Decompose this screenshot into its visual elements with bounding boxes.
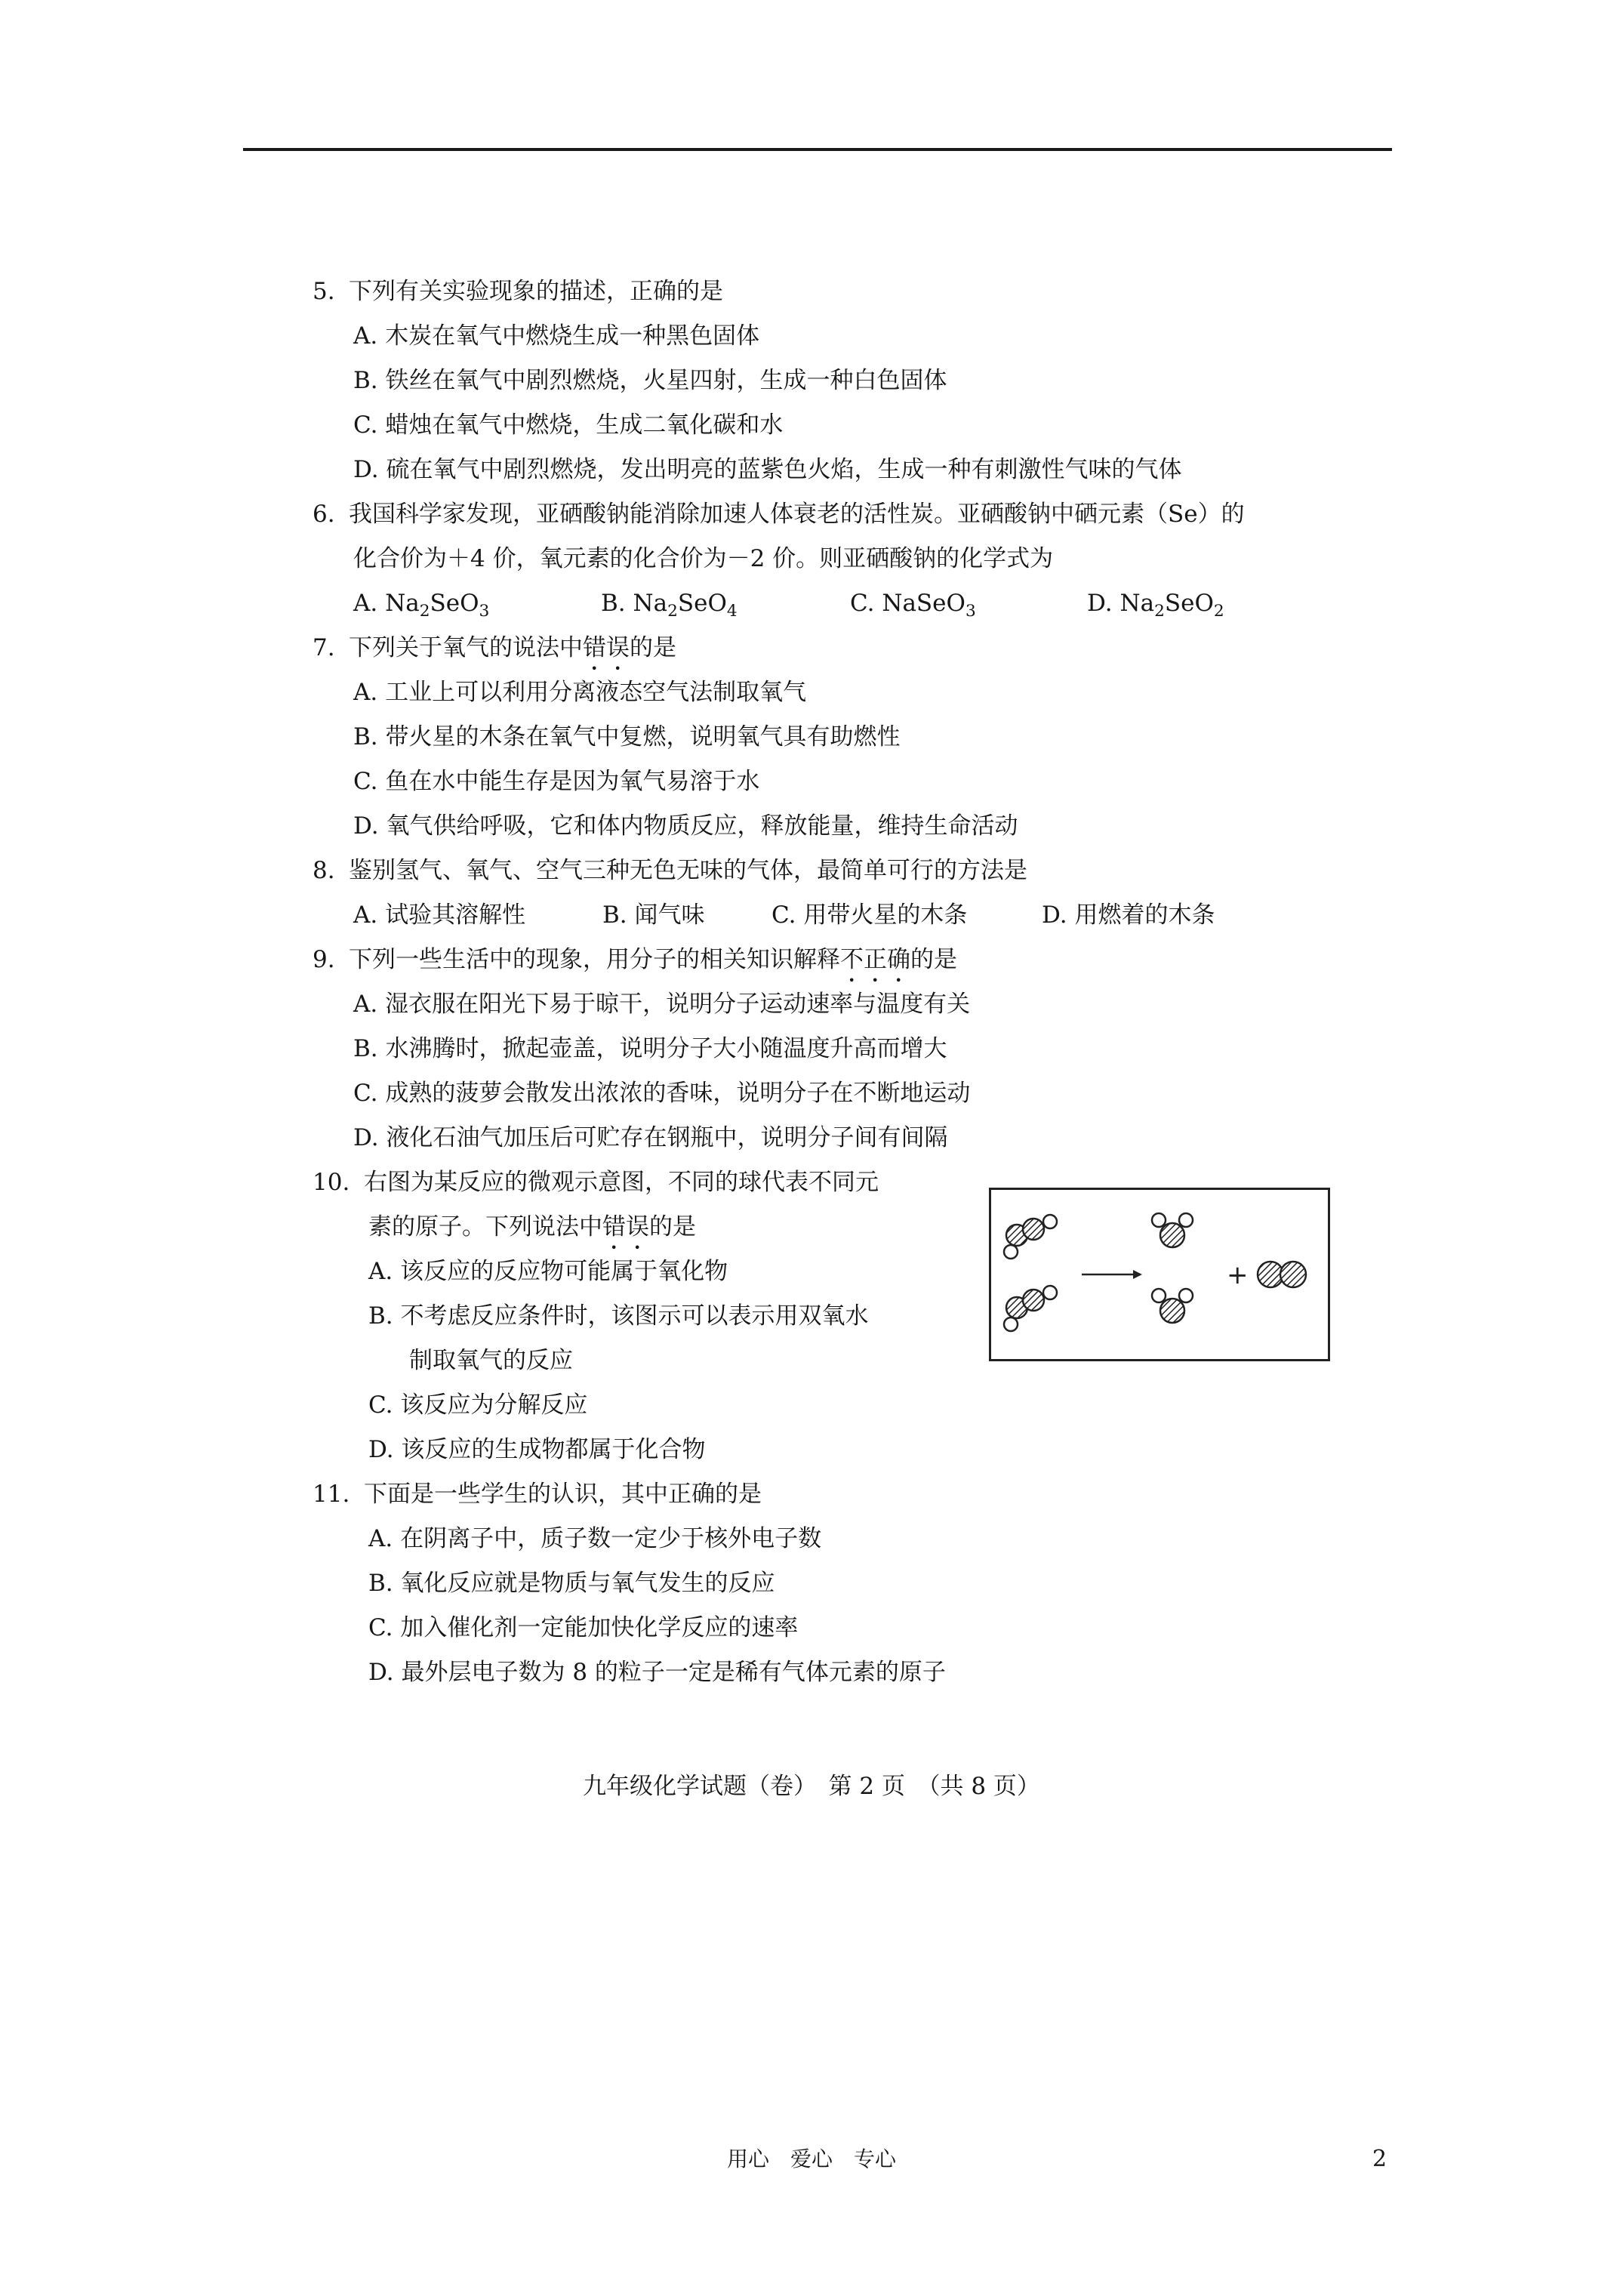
- product-molecule-2: [1152, 1289, 1193, 1323]
- reactant-molecule-2: [1004, 1286, 1057, 1331]
- question-9-option-b: B. 水沸腾时，掀起壶盖，说明分子大小随温度升高而增大: [353, 1035, 947, 1062]
- question-5-option-c: C. 蜡烛在氧气中燃烧，生成二氧化碳和水: [353, 411, 784, 439]
- question-11-option-c: C. 加入催化剂一定能加快化学反应的速率: [368, 1614, 799, 1641]
- reaction-diagram: [989, 1188, 1330, 1361]
- question-7-stem: 7. 下列关于氧气的说法中错误的是: [313, 634, 676, 661]
- question-7-option-d: D. 氧气供给呼吸，它和体内物质反应，释放能量，维持生命活动: [353, 812, 1018, 840]
- question-6-option-a: A. $Na_2SeO_3$: [353, 590, 490, 621]
- question-10-stem-line2: 素的原子。下列说法中错误的是: [368, 1213, 696, 1240]
- reaction-plus-sign: +: [1227, 1260, 1249, 1290]
- question-8-stem: 8. 鉴别氢气、氧气、空气三种无色无味的气体，最简单可行的方法是: [313, 857, 1027, 884]
- question-10-stem: 10. 右图为某反应的微观示意图，不同的球代表不同元: [313, 1169, 879, 1196]
- question-8-option-b: B. 闻气味: [602, 901, 705, 929]
- question-10-option-c: C. 该反应为分解反应: [368, 1391, 588, 1419]
- question-5-option-d: D. 硫在氧气中剧烈燃烧，发出明亮的蓝紫色火焰，生成一种有刺激性气味的气体: [353, 456, 1182, 483]
- question-9-stem: 9. 下列一些生活中的现象，用分子的相关知识解释不正确的是: [313, 946, 957, 973]
- question-9-option-c: C. 成熟的菠萝会散发出浓浓的香味，说明分子在不断地运动: [353, 1080, 971, 1107]
- question-6-stem-line2: 化合价为＋4 价，氧元素的化合价为－2 价。则亚硒酸钠的化学式为: [353, 545, 1054, 572]
- page-number: 2: [1372, 2146, 1387, 2172]
- question-7-option-a: A. 工业上可以利用分离液态空气法制取氧气: [353, 679, 807, 706]
- question-11-option-a: A. 在阴离子中，质子数一定少于核外电子数: [368, 1525, 822, 1552]
- question-10-option-b: B. 不考虑反应条件时，该图示可以表示用双氧水: [368, 1302, 869, 1330]
- page-footer-title: 九年级化学试题（卷） 第 2 页 （共 8 页）: [583, 1773, 1040, 1800]
- question-7-option-c: C. 鱼在水中能生存是因为氧气易溶于水: [353, 768, 760, 795]
- question-5-option-b: B. 铁丝在氧气中剧烈燃烧，火星四射，生成一种白色固体: [353, 367, 947, 394]
- reaction-diagram-svg: [991, 1190, 1328, 1359]
- question-6-option-b: B. $Na_2SeO_4$: [601, 590, 738, 621]
- page-footer-motto: 用心 爱心 专心: [726, 2147, 896, 2171]
- question-6-stem: 6. 我国科学家发现，亚硒酸钠能消除加速人体衰老的活性炭。亚硒酸钠中硒元素（Se）的: [313, 501, 1245, 528]
- question-7-option-b: B. 带火星的木条在氧气中复燃，说明氧气具有助燃性: [353, 723, 901, 750]
- question-5-option-a: A. 木炭在氧气中燃烧生成一种黑色固体: [353, 322, 760, 350]
- question-6-option-d: D. $Na_2SeO_2$: [1087, 590, 1224, 621]
- question-9-option-d: D. 液化石油气加压后可贮存在钢瓶中，说明分子间有间隔: [353, 1124, 948, 1151]
- product-molecule-1: [1152, 1213, 1193, 1247]
- question-9-option-a: A. 湿衣服在阳光下易于晾干，说明分子运动速率与温度有关: [353, 991, 971, 1018]
- question-10-option-b-line2: 制取氧气的反应: [409, 1347, 573, 1374]
- question-5-stem: 5. 下列有关实验现象的描述，正确的是: [313, 278, 723, 305]
- question-11-option-d: D. 最外层电子数为 8 的粒子一定是稀有气体元素的原子: [368, 1659, 946, 1686]
- question-8-option-c: C. 用带火星的木条: [771, 901, 968, 929]
- question-10-option-d: D. 该反应的生成物都属于化合物: [368, 1436, 706, 1463]
- question-11-option-b: B. 氧化反应就是物质与氧气发生的反应: [368, 1570, 775, 1597]
- question-8-option-a: A. 试验其溶解性: [353, 901, 526, 929]
- reaction-arrow-icon: [1082, 1270, 1142, 1279]
- question-6-option-c: C. NaSeO$_3$: [850, 590, 976, 621]
- product-molecule-3: [1258, 1262, 1306, 1287]
- question-8-option-d: D. 用燃着的木条: [1042, 901, 1215, 929]
- reactant-molecule-1: [1004, 1215, 1057, 1259]
- header-rule: [243, 148, 1392, 151]
- question-10-option-a: A. 该反应的反应物可能属于氧化物: [368, 1258, 728, 1285]
- question-11-stem: 11. 下面是一些学生的认识，其中正确的是: [313, 1481, 762, 1508]
